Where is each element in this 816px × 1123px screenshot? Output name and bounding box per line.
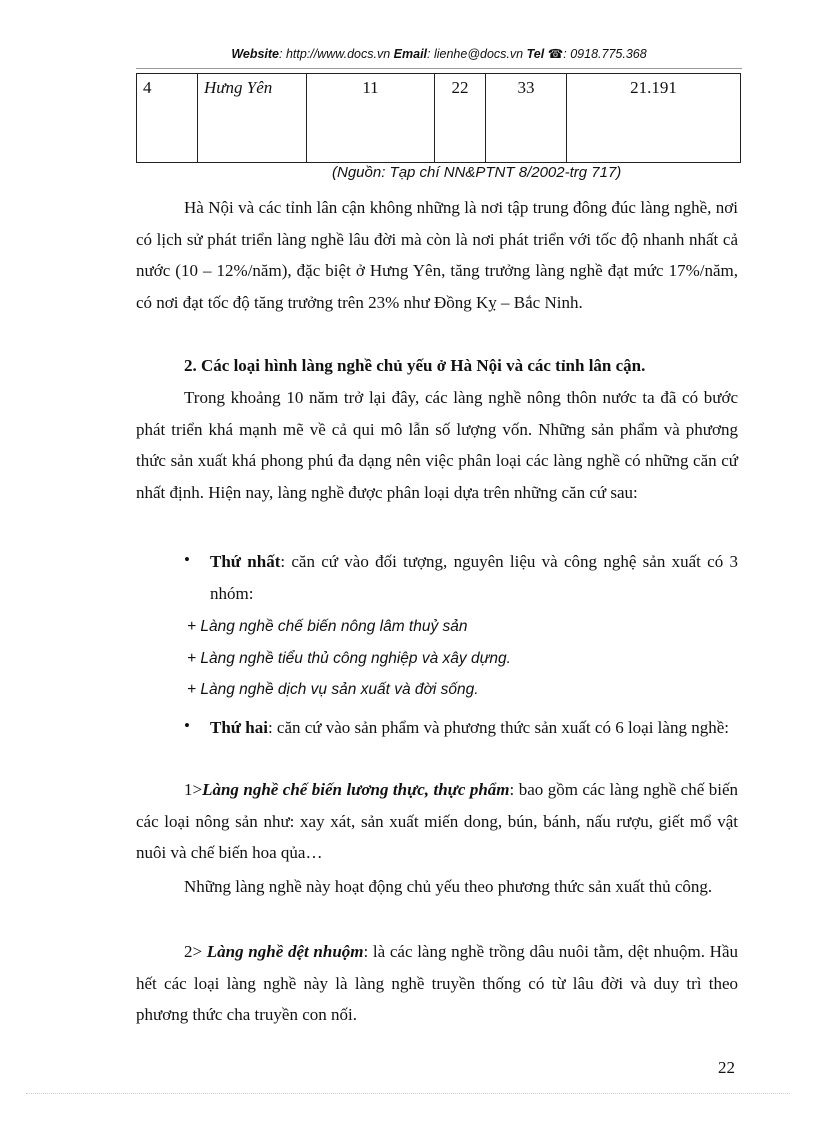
tel-label: Tel — [526, 47, 545, 61]
paragraph-textile — [136, 936, 738, 1031]
list-item: + Làng nghề chế biến nông lâm thuỷ sản — [187, 618, 468, 635]
bullet-second-label: Thứ hai — [210, 718, 268, 737]
table-cell-province: Hưng Yên — [198, 74, 307, 163]
bullet-second-criterion — [210, 712, 738, 744]
paragraph-classification: Trong khoảng 10 năm trở lại đây, các làng nghề nông thôn nước ta đã có bước phát triển khá mạnh mẽ về cả qui mô lẫn số lượng vốn. Những sản phẩm và phương thức sản xuất khá phong phú đa dạng nên việc phân loại các làng nghề có những căn cứ nhất định. Hiện nay, làng nghề được phân loại dựa trên những căn cứ sau: — [136, 388, 738, 502]
header-divider — [136, 68, 742, 69]
item-prefix: 1> — [184, 780, 203, 799]
list-item: + Làng nghề dịch vụ sản xuất và đời sống. — [187, 681, 479, 698]
paragraph-food-processing — [136, 774, 738, 869]
bullet-dot-icon: • — [184, 716, 190, 735]
website-label: Website — [231, 47, 280, 61]
paragraph-intro: Hà Nội và các tỉnh lân cận không những là nơi tập trung đông đúc làng nghề, nơi có lịch sử phát triển làng nghề lâu đời mà còn là nơi phát triển với tốc độ nhanh nhất cả nước (10 – 12%/năm), đặc biệt ở Hưng Yên, tăng trưởng làng nghề đạt mức 17%/năm, có nơi đạt tốc độ tăng trưởng trên 23% như Đồng Kỵ – Bắc Ninh. — [136, 198, 738, 312]
email-label: Email — [393, 47, 428, 61]
bullet-dot-icon: • — [184, 550, 190, 569]
page-number: 22 — [718, 1058, 735, 1077]
table-cell-value: 22 — [435, 74, 486, 163]
item-text: : là các làng nghề trồng dâu nuôi tằm, dệt nhuộm. Hầu hết các loại làng nghề này là làng nghề truyền thống có từ lâu đời và duy trì theo phương thức cha truyền con nối. — [136, 942, 738, 1024]
table-cell-index: 4 — [137, 74, 198, 163]
table-cell-value: 11 — [307, 74, 435, 163]
item-title: Làng nghề dệt nhuộm — [206, 942, 364, 961]
table-cell-value: 33 — [486, 74, 567, 163]
website-value: : http://www.docs.vn — [279, 47, 391, 61]
table-cell-value: 21.191 — [567, 74, 741, 163]
email-value: : lienhe@docs.vn — [427, 47, 524, 61]
bullet-first-criterion — [210, 546, 738, 609]
phone-icon: ☎ — [547, 47, 564, 61]
item-prefix: 2> — [184, 942, 207, 961]
paragraph-handicraft-note: Những làng nghề này hoạt động chủ yếu theo phương thức sản xuất thủ công. — [184, 877, 713, 896]
item-title: Làng nghề chế biến lương thực, thực phẩm — [202, 780, 510, 799]
statistics-table — [136, 73, 741, 163]
footer-divider — [26, 1093, 790, 1094]
item-text: : bao gồm các làng nghề chế biến các loại nông sản như: xay xát, sản xuất miến dong, bún, bánh, nấu rượu, giết mổ vật nuôi và chế biến hoa qủa… — [136, 780, 738, 862]
bullet-second-text: : căn cứ vào sản phẩm và phương thức sản xuất có 6 loại làng nghề: — [267, 718, 729, 737]
tel-value: : 0918.775.368 — [563, 47, 647, 61]
table-source-note: (Nguồn: Tạp chí NN&PTNT 8/2002-trg 717) — [332, 164, 622, 181]
section-heading: 2. Các loại hình làng nghề chủ yếu ở Hà Nội và các tỉnh lân cận. — [184, 356, 646, 375]
page-header — [136, 46, 742, 61]
list-item: + Làng nghề tiểu thủ công nghiệp và xây dựng. — [187, 650, 511, 667]
bullet-first-label: Thứ nhất — [210, 552, 281, 571]
bullet-first-text: : căn cứ vào đối tượng, nguyên liệu và công nghệ sản xuất có 3 nhóm: — [210, 552, 738, 603]
table-row — [137, 74, 741, 163]
